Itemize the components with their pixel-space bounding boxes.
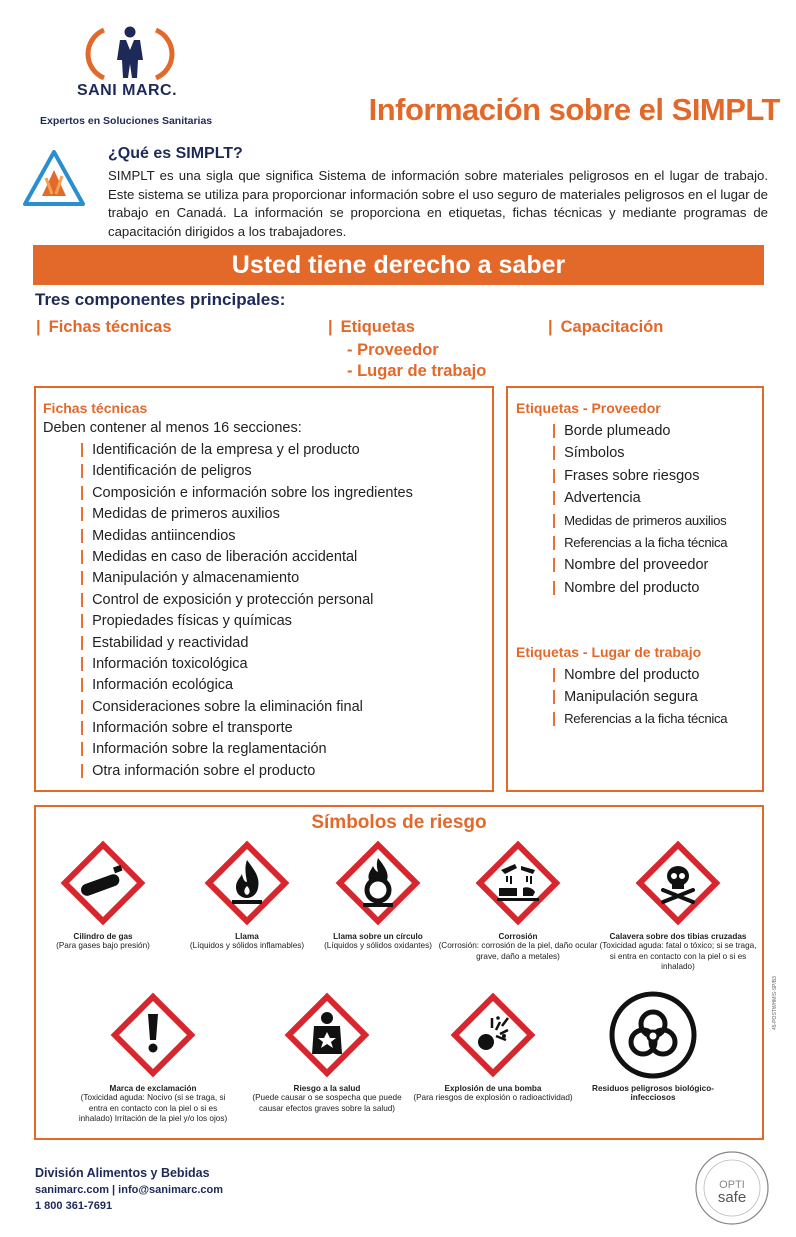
list-item [552,442,727,464]
etiquetas-lugar-list [552,664,727,730]
fichas-list [80,440,413,782]
symbol-name: Riesgo a la salud [293,1084,361,1093]
bar-marker: | [36,318,41,336]
component-label: Etiquetas [340,318,415,336]
list-item [552,686,727,708]
bar-marker: | [80,442,85,458]
bar-marker: | [552,467,557,484]
bar-marker: | [80,677,85,694]
biohazard-icon [606,988,700,1082]
list-item [80,547,413,568]
bar-marker: | [80,506,85,523]
bar-marker: | [552,667,557,683]
bar-marker: | [80,720,85,737]
list-item-label: Nombre del producto [564,579,700,596]
list-item-label: Información toxicológica [92,655,248,672]
list-item [80,440,413,461]
symbol-exclamation [73,988,233,1125]
list-item [80,504,413,525]
symbol-gas-cylinder [23,836,183,952]
footer-phone: 1 800 361-7691 [35,1200,113,1212]
bar-marker: | [552,490,557,507]
list-item [80,461,413,482]
list-item-label: Medidas de primeros auxilios [564,512,727,528]
symbol-desc: (Líquidos y sólidos inflamables) [189,941,305,950]
list-item-label: Manipulación segura [564,689,698,705]
list-item [552,487,727,509]
component-label: Capacitación [560,318,664,336]
bar-marker: | [80,527,85,544]
page-title: Información sobre el SIMPLT [368,92,780,127]
list-item-label: Borde plumeado [564,423,671,439]
bar-marker: | [80,591,85,608]
symbol-name: Corrosión [498,932,538,941]
symbol-desc: (Toxicidad aguda: Nocivo (si se traga, si entra en contacto con la piel o si es inhalado) Irritación de la piel y/o los ojos) [78,1093,228,1123]
list-item [80,483,413,504]
list-item [552,532,727,554]
bar-marker: | [552,423,557,439]
symbol-flame-over-circle [298,836,458,952]
bar-marker: | [552,512,557,529]
list-item [80,697,413,718]
list-item [552,577,727,599]
etiquetas-lugar-title: Etiquetas - Lugar de trabajo [516,644,702,660]
list-item [80,739,413,760]
badge-top: OPTI [719,1179,745,1191]
symbol-desc: (Para riesgos de explosión o radioactividad) [413,1093,573,1102]
bar-marker: | [552,579,557,596]
exploding-bomb-icon [446,988,540,1082]
list-item [80,718,413,739]
list-item-label: Identificación de peligros [92,463,252,480]
document-code: 45-POSTWHMIS-SP/B3 [772,976,778,1030]
list-item-label: Otra información sobre el producto [92,762,316,779]
list-item [552,465,727,487]
components-title: Tres componentes principales: [35,290,286,309]
bar-marker: | [80,613,85,630]
list-item [552,554,727,576]
intro-body: SIMPLT es una sigla que significa Sistema de información sobre materiales peligrosos en el lugar de trabajo. Este sistema se utiliza para proporcionar información sobre el uso seguro de materiales peligrosos en el lugar de trabajo en Canadá. La información se proporciona en etiquetas, fichas técnicas y mediante programas de capacitación dirigidos a los trabajadores. [108,168,768,239]
list-item-label: Símbolos [564,445,625,462]
bar-marker: | [552,534,557,551]
symbol-health-hazard [247,988,407,1114]
footer-division: División Alimentos y Bebidas [35,1166,210,1180]
component-etiquetas-lugar: - Lugar de trabajo [347,362,487,380]
badge-bottom: safe [717,1189,747,1206]
footer-contact[interactable]: sanimarc.com | info@sanimarc.com [35,1184,224,1196]
corrosion-icon [471,836,565,930]
list-item-label: Información sobre el transporte [92,720,293,737]
symbol-name: Llama [235,932,259,941]
symbol-desc: (Para gases bajo presión) [56,941,150,950]
list-item-label: Consideraciones sobre la eliminación final [92,698,363,715]
bar-marker: | [80,762,85,779]
etiquetas-proveedor-list [552,420,727,599]
symbol-desc: (Toxicidad aguda: fatal o tóxico; si se traga, si entra en contacto con la piel o si es inhalado) [599,941,757,971]
gas-cylinder-icon [56,836,150,930]
symbol-skull-crossbones [598,836,758,973]
list-item [80,526,413,547]
symbol-desc: (Corrosión: corrosión de la piel, daño ocular grave, daño a metales) [438,941,598,961]
fichas-subtitle: Deben contener al menos 16 secciones: [43,420,302,436]
list-item-label: Advertencia [564,490,641,507]
brand-name: SANI MARC. [76,82,178,99]
list-item-label: Medidas de primeros auxilios [92,506,280,523]
list-item [552,664,727,686]
list-item [552,420,727,442]
component-etiquetas [328,318,415,337]
component-fichas [36,318,172,337]
list-item-label: Control de exposición y protección personal [92,591,374,608]
bar-marker: | [328,318,333,336]
list-item-label: Nombre del producto [564,667,700,683]
simbolos-title: Símbolos de riesgo [311,812,487,833]
symbol-name: Llama sobre un círculo [333,932,423,941]
list-item [80,568,413,589]
symbol-name: Cilindro de gas [73,932,133,941]
list-item-label: Propiedades físicas y químicas [92,613,292,630]
symbol-biohazard [573,988,733,1102]
bar-marker: | [552,445,557,462]
flame-icon [200,836,294,930]
bar-marker: | [80,698,85,715]
symbol-name: Calavera sobre dos tibias cruzadas [609,932,747,941]
list-item [80,611,413,632]
list-item-label: Medidas en caso de liberación accidental [92,548,358,565]
exclamation-mark-icon [106,988,200,1082]
symbol-corrosion [438,836,598,962]
component-label: Fichas técnicas [48,318,172,336]
bar-marker: | [80,634,85,651]
bar-marker: | [80,484,85,501]
fichas-title: Fichas técnicas [43,400,148,416]
bar-marker: | [80,655,85,672]
list-item-label: Información ecológica [92,677,234,694]
symbol-name: Marca de exclamación [109,1084,197,1093]
bar-marker: | [552,689,557,705]
list-item-label: Información sobre la reglamentación [92,741,327,758]
health-hazard-icon [280,988,374,1082]
list-item [80,590,413,611]
etiquetas-proveedor-title: Etiquetas - Proveedor [516,400,661,416]
bar-marker: | [552,557,557,574]
list-item [552,708,727,730]
symbol-name: Residuos peligrosos biológico-infecciosos [592,1084,714,1102]
skull-crossbones-icon [631,836,725,930]
symbol-desc: (Líquidos y sólidos oxidantes) [324,941,432,950]
list-item-label: Manipulación y almacenamiento [92,570,300,587]
bar-marker: | [80,741,85,758]
list-item-label: Nombre del proveedor [564,557,709,574]
symbol-name: Explosión de una bomba [444,1084,542,1093]
bar-marker: | [80,570,85,587]
list-item [80,761,413,782]
list-item-label: Estabilidad y reactividad [92,634,249,651]
intro-question: ¿Qué es SIMPLT? [108,145,243,162]
list-item-label: Frases sobre riesgos [564,467,700,484]
bar-marker: | [552,711,557,727]
list-item-label: Composición e información sobre los ingredientes [92,484,413,501]
list-item [80,633,413,654]
flame-over-circle-icon [331,836,425,930]
symbol-exploding-bomb [413,988,573,1104]
component-capacitacion [548,318,663,337]
bar-marker: | [80,548,85,565]
simplt-warning-icon [22,148,86,210]
brand-tagline: Expertos en Soluciones Sanitarias [40,115,213,127]
list-item-label: Referencias a la ficha técnica [564,711,728,726]
component-etiquetas-proveedor: - Proveedor [347,341,439,359]
right-to-know-banner: Usted tiene derecho a saber [33,245,764,285]
sani-marc-logo [60,22,200,87]
list-item [80,675,413,696]
list-item-label: Referencias a la ficha técnica [564,534,728,550]
list-item-label: Identificación de la empresa y el producto [92,442,360,458]
optisafe-badge-icon [692,1148,772,1228]
list-item [552,510,727,532]
list-item-label: Medidas antiincendios [92,527,236,544]
bar-marker: | [80,463,85,480]
symbol-desc: (Puede causar o se sospecha que puede causar efectos graves sobre la salud) [252,1093,402,1113]
bar-marker: | [548,318,553,336]
list-item [80,654,413,675]
